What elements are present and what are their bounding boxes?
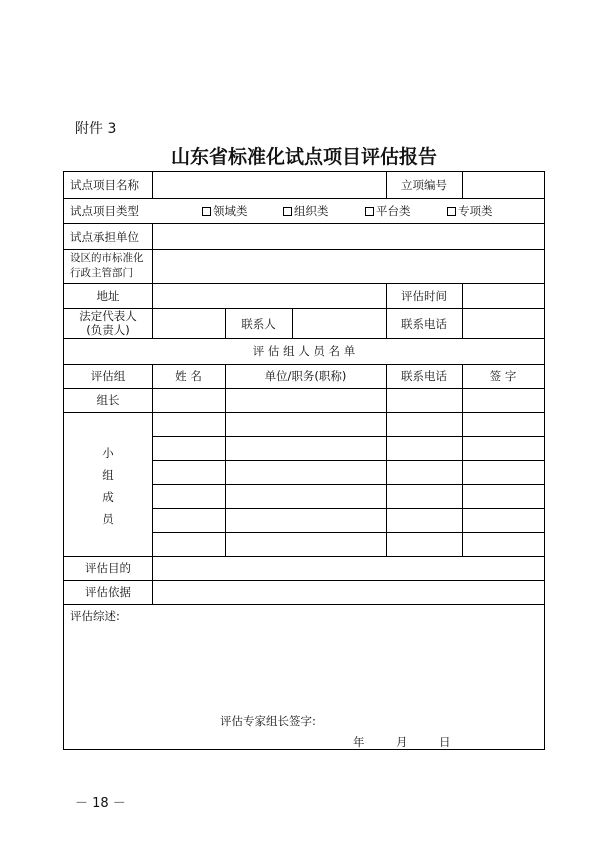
page-number: － 18 － (75, 796, 126, 811)
label-legal-rep-line1: 法定代表人 (79, 309, 137, 323)
row-divider (64, 388, 544, 389)
row-divider (64, 198, 544, 199)
col-divider (462, 283, 463, 338)
col-divider (152, 556, 153, 604)
evaluation-form (63, 171, 545, 750)
row-divider (64, 364, 544, 365)
col-divider (462, 364, 463, 556)
col-header-group: 评估组 (90, 369, 126, 383)
label-authority-line1: 设区的市标准化 (70, 252, 144, 264)
label-day: 日 (439, 735, 451, 749)
label-address: 地址 (96, 289, 120, 303)
row-divider (152, 532, 544, 533)
team-list-header: 评 估 组 人 员 名 单 (252, 344, 356, 358)
checkbox-icon[interactable] (447, 207, 456, 216)
type-option-domain[interactable]: 领域类 (202, 204, 248, 218)
label-eval-purpose: 评估目的 (85, 561, 131, 575)
label-legal-rep-line2: (负责人) (86, 323, 130, 337)
label-eval-time: 评估时间 (401, 289, 447, 303)
page-title: 山东省标准化试点项目评估报告 (170, 146, 437, 168)
row-divider (64, 249, 544, 250)
label-leader: 组长 (96, 393, 120, 407)
col-header-name: 姓 名 (175, 369, 202, 383)
col-divider (225, 364, 226, 556)
col-divider (292, 308, 293, 338)
type-option-platform[interactable]: 平台类 (365, 204, 411, 218)
label-contact-person: 联系人 (241, 317, 276, 331)
label-project-number: 立项编号 (401, 178, 447, 192)
col-divider (152, 283, 153, 338)
row-divider (64, 338, 544, 339)
row-divider (64, 412, 544, 413)
checkbox-icon[interactable] (202, 207, 211, 216)
label-authority-line2: 行政主管部门 (70, 267, 133, 279)
label-summary: 评估综述: (70, 609, 120, 623)
row-divider (152, 484, 544, 485)
label-eval-basis: 评估依据 (85, 585, 131, 599)
col-header-sign: 签 字 (489, 369, 517, 383)
row-divider (64, 580, 544, 581)
checkbox-icon[interactable] (283, 207, 292, 216)
row-divider (64, 283, 544, 284)
col-divider (152, 364, 153, 556)
label-members-char: 组 (102, 468, 114, 482)
row-divider (152, 436, 544, 437)
col-header-unit: 单位/职务(职称) (264, 369, 347, 383)
row-divider (64, 223, 544, 224)
label-signature: 评估专家组长签字: (220, 714, 316, 728)
row-divider (64, 556, 544, 557)
col-header-phone: 联系电话 (401, 369, 447, 383)
checkbox-icon[interactable] (365, 207, 374, 216)
row-divider (152, 508, 544, 509)
label-contact-phone: 联系电话 (401, 317, 447, 331)
col-divider (462, 172, 463, 198)
col-divider (152, 223, 153, 283)
label-project-name: 试点项目名称 (70, 178, 139, 192)
col-divider (152, 172, 153, 198)
label-members-char: 成 (102, 490, 114, 504)
row-divider (152, 460, 544, 461)
attachment-label: 附件 3 (75, 121, 117, 137)
label-year: 年 (353, 735, 365, 749)
label-project-type: 试点项目类型 (70, 204, 139, 218)
label-month: 月 (396, 735, 408, 749)
type-option-organization[interactable]: 组织类 (283, 204, 329, 218)
label-members-char: 小 (102, 446, 114, 460)
type-option-special[interactable]: 专项类 (447, 204, 493, 218)
col-divider (386, 364, 387, 556)
row-divider (64, 604, 544, 605)
label-members-char: 员 (102, 512, 114, 526)
label-undertaker: 试点承担单位 (70, 230, 139, 244)
